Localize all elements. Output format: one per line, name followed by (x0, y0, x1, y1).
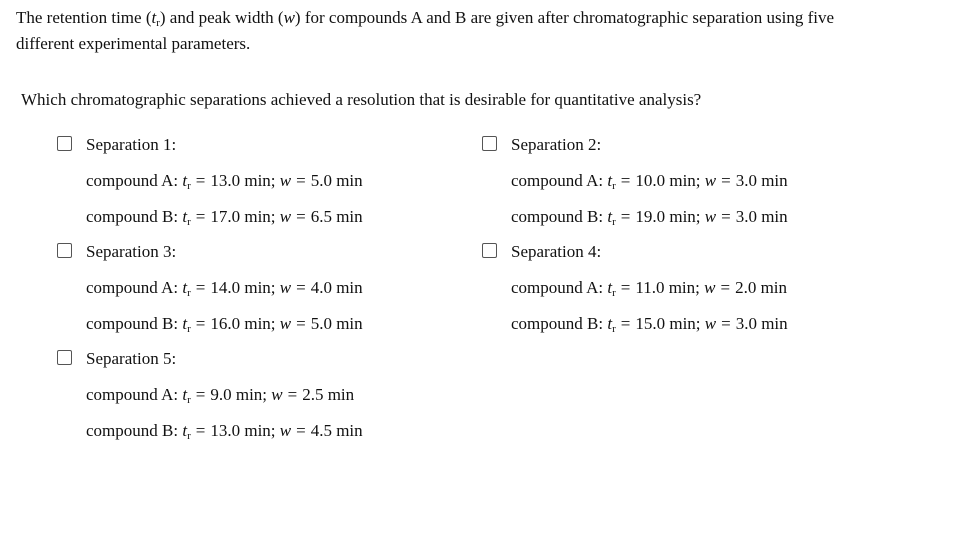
compound-b-values (511, 312, 788, 336)
compound-a-values (86, 383, 354, 407)
retention-time-subscript: r (187, 430, 191, 442)
compound-a-values (511, 169, 788, 193)
option-title: Separation 4: (511, 242, 602, 261)
compound-a-values (86, 169, 363, 193)
compound-b-values (511, 205, 788, 229)
option-separation-3[interactable] (57, 240, 477, 335)
peak-width-symbol: w (704, 314, 717, 333)
peak-width-value: 2.0 min (735, 278, 788, 297)
checkbox-separation-4[interactable] (482, 243, 497, 258)
stem-text: ) for compounds A and B are given after chromatographic separation using five (294, 8, 835, 27)
peak-width-value: 4.5 min (310, 421, 363, 440)
retention-time-symbol: t (182, 421, 188, 440)
compound-label: compound B: (86, 207, 179, 226)
peak-width-value: 5.0 min (310, 314, 363, 333)
compound-b-values (86, 419, 363, 443)
peak-width-value: 5.0 min (310, 171, 363, 190)
retention-time-subscript: r (187, 394, 191, 406)
retention-time-symbol: t (182, 385, 188, 404)
equals-sign: = (296, 207, 306, 226)
retention-time-value: 14.0 min; (210, 278, 276, 297)
retention-time-subscript: r (156, 17, 160, 29)
option-title: Separation 5: (86, 349, 177, 368)
compound-label: compound A: (86, 385, 179, 404)
compound-label: compound B: (511, 207, 604, 226)
retention-time-value: 10.0 min; (635, 171, 701, 190)
equals-sign: = (620, 171, 631, 190)
option-title: Separation 1: (86, 135, 177, 154)
stem-line-1 (16, 5, 936, 31)
compound-label: compound B: (86, 314, 179, 333)
retention-time-symbol: t (151, 8, 157, 27)
stem-text: ) and peak width ( (159, 8, 284, 27)
equals-sign: = (620, 278, 631, 297)
peak-width-symbol: w (279, 171, 292, 190)
option-label[interactable] (482, 240, 902, 264)
option-separation-4[interactable] (482, 240, 902, 335)
peak-width-symbol: w (271, 385, 283, 404)
equals-sign: = (721, 171, 731, 190)
retention-time-value: 13.0 min; (210, 171, 276, 190)
equals-sign: = (195, 314, 206, 333)
stem-text: The retention time ( (16, 8, 152, 27)
retention-time-value: 15.0 min; (635, 314, 701, 333)
compound-a-values (86, 276, 363, 300)
retention-time-subscript: r (612, 287, 616, 299)
compound-label: compound A: (86, 278, 179, 297)
peak-width-value: 4.0 min (310, 278, 363, 297)
retention-time-subscript: r (187, 216, 191, 228)
equals-sign: = (296, 278, 306, 297)
equals-sign: = (195, 278, 206, 297)
equals-sign: = (620, 314, 631, 333)
equals-sign: = (296, 171, 306, 190)
peak-width-symbol: w (704, 278, 716, 297)
peak-width-value: 3.0 min (735, 207, 788, 226)
checkbox-separation-5[interactable] (57, 350, 72, 365)
equals-sign: = (287, 385, 298, 404)
retention-time-subscript: r (612, 323, 616, 335)
peak-width-value: 6.5 min (310, 207, 363, 226)
option-label[interactable] (57, 240, 477, 264)
retention-time-symbol: t (607, 314, 613, 333)
compound-a-values (511, 276, 787, 300)
peak-width-symbol: w (704, 207, 717, 226)
option-label[interactable] (482, 133, 902, 157)
compound-label: compound A: (511, 278, 604, 297)
retention-time-subscript: r (187, 287, 191, 299)
option-title: Separation 2: (511, 135, 602, 154)
equals-sign: = (296, 421, 306, 440)
compound-label: compound B: (86, 421, 179, 440)
compound-label: compound A: (86, 171, 179, 190)
retention-time-value: 11.0 min; (635, 278, 700, 297)
retention-time-subscript: r (187, 180, 191, 192)
equals-sign: = (195, 171, 206, 190)
retention-time-subscript: r (612, 216, 616, 228)
option-separation-5[interactable] (57, 347, 477, 442)
question-prompt: Which chromatographic separations achieved a resolution that is desirable for quantitative analysis? (21, 90, 702, 109)
peak-width-symbol: w (279, 207, 292, 226)
retention-time-symbol: t (182, 171, 188, 190)
option-label[interactable] (57, 133, 477, 157)
compound-label: compound A: (511, 171, 604, 190)
retention-time-value: 19.0 min; (635, 207, 701, 226)
equals-sign: = (720, 278, 731, 297)
peak-width-value: 3.0 min (735, 314, 788, 333)
stem-line-2: different experimental parameters. (16, 34, 251, 53)
retention-time-symbol: t (607, 207, 613, 226)
retention-time-symbol: t (607, 171, 613, 190)
checkbox-separation-1[interactable] (57, 136, 72, 151)
peak-width-symbol: w (279, 278, 292, 297)
option-label[interactable] (57, 347, 477, 371)
checkbox-separation-3[interactable] (57, 243, 72, 258)
compound-b-values (86, 205, 363, 229)
retention-time-value: 17.0 min; (210, 207, 276, 226)
retention-time-value: 13.0 min; (210, 421, 276, 440)
equals-sign: = (620, 207, 631, 226)
checkbox-separation-2[interactable] (482, 136, 497, 151)
compound-b-values (86, 312, 363, 336)
peak-width-value: 3.0 min (735, 171, 788, 190)
retention-time-symbol: t (182, 278, 188, 297)
option-separation-2[interactable] (482, 133, 902, 228)
retention-time-subscript: r (187, 323, 191, 335)
peak-width-symbol: w (283, 8, 295, 27)
equals-sign: = (195, 421, 206, 440)
equals-sign: = (195, 385, 206, 404)
peak-width-value: 2.5 min (302, 385, 355, 404)
equals-sign: = (296, 314, 306, 333)
retention-time-symbol: t (607, 278, 613, 297)
question-stem (16, 5, 936, 57)
option-title: Separation 3: (86, 242, 177, 261)
retention-time-subscript: r (612, 180, 616, 192)
peak-width-symbol: w (704, 171, 717, 190)
peak-width-symbol: w (279, 421, 292, 440)
option-separation-1[interactable] (57, 133, 477, 228)
retention-time-symbol: t (182, 207, 188, 226)
equals-sign: = (195, 207, 206, 226)
equals-sign: = (721, 314, 731, 333)
compound-label: compound B: (511, 314, 604, 333)
retention-time-value: 9.0 min; (210, 385, 268, 404)
retention-time-symbol: t (182, 314, 188, 333)
retention-time-value: 16.0 min; (210, 314, 276, 333)
peak-width-symbol: w (279, 314, 292, 333)
equals-sign: = (721, 207, 731, 226)
